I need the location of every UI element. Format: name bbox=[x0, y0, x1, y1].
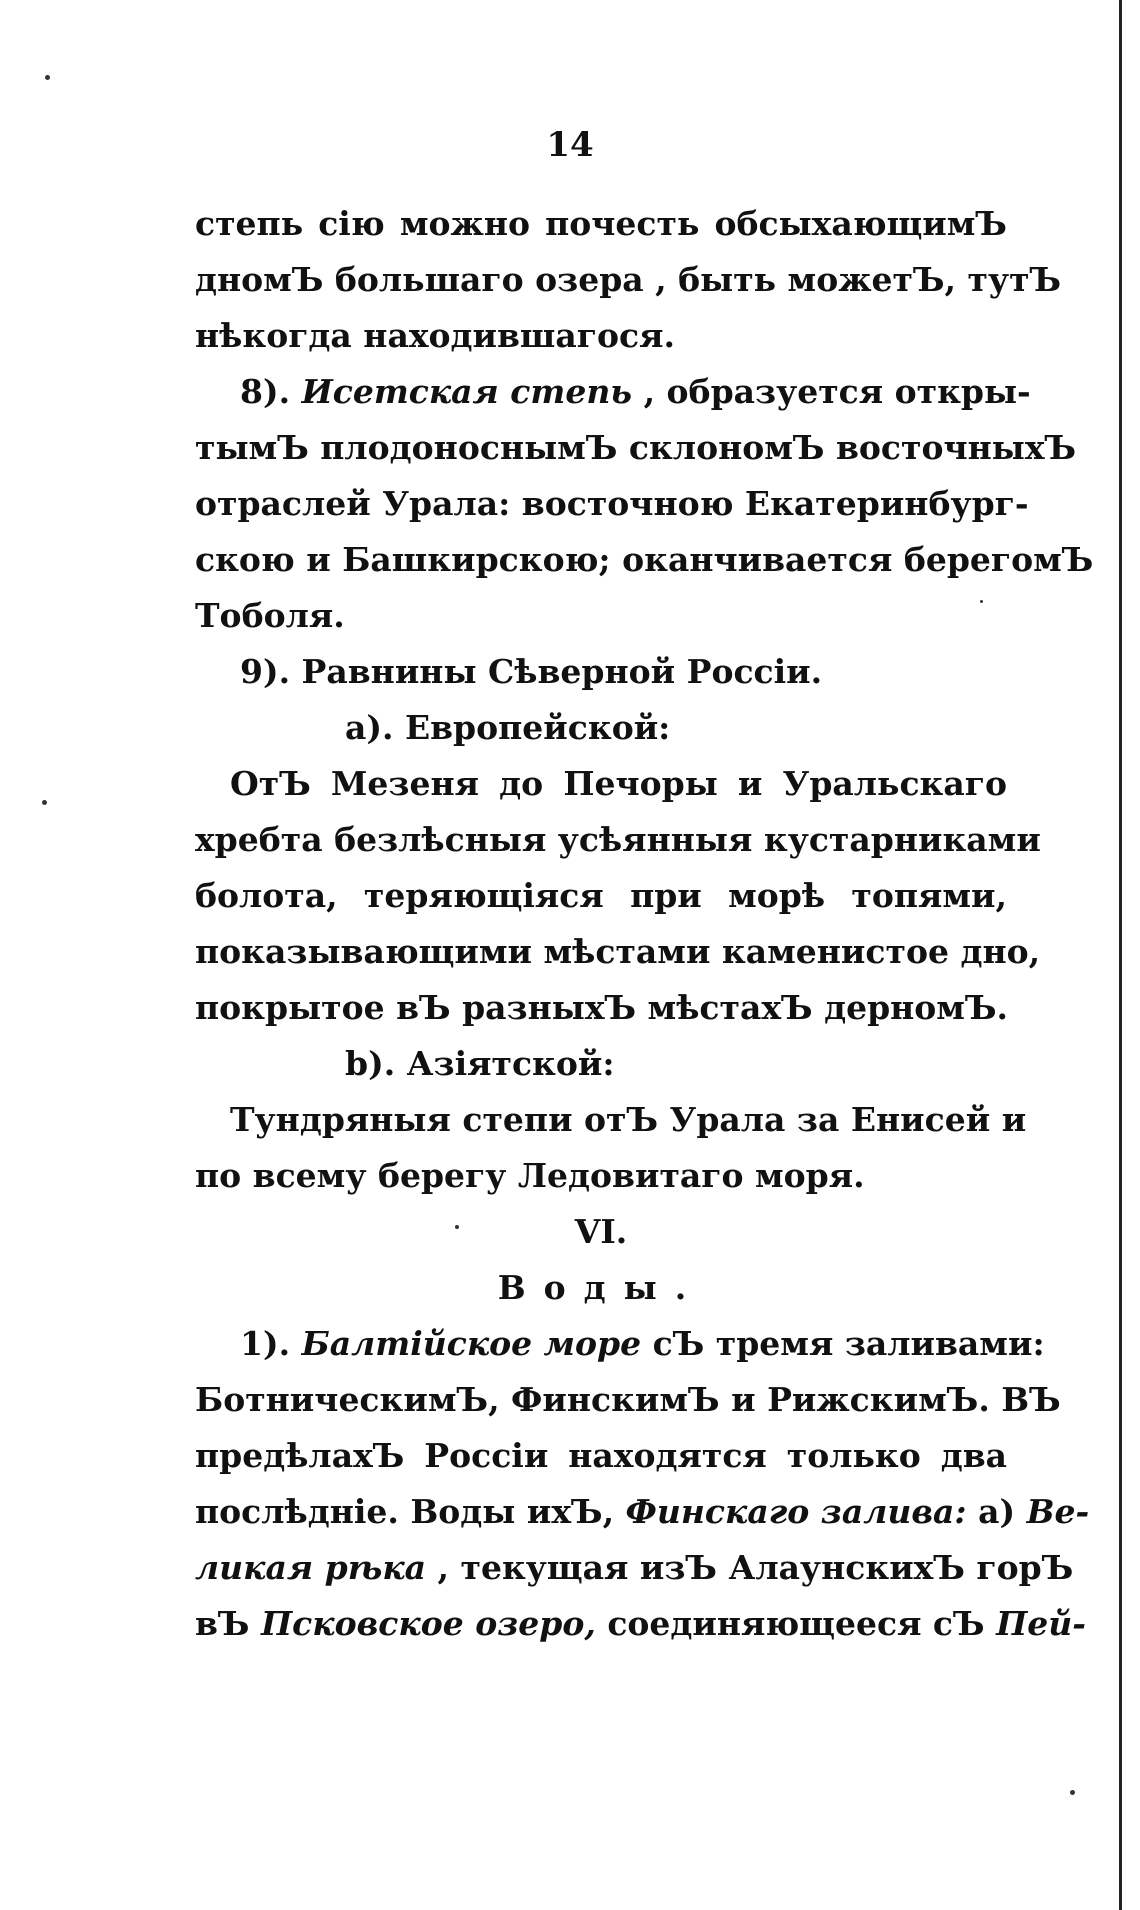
text-line: отраслей Урала: восточною Екатеринбург- bbox=[195, 484, 1029, 523]
item-1-number: 1). bbox=[240, 1324, 302, 1363]
section-title: Воды. bbox=[497, 1268, 705, 1307]
item-8-rest: , образуется откры- bbox=[632, 372, 1031, 411]
text-line-item-8 bbox=[195, 364, 1031, 420]
text-line: ОтЪ Мезеня до Печоры и Уральскаго bbox=[230, 764, 1007, 803]
scan-speck bbox=[45, 75, 50, 80]
text-line: по всему берегу Ледовитаго моря. bbox=[195, 1156, 865, 1195]
italic-term: Ве- bbox=[1026, 1492, 1090, 1531]
scan-speck bbox=[980, 600, 983, 603]
text-line: дномЪ большаго озера , быть можетЪ, тутЪ bbox=[195, 260, 1062, 299]
text-segment: , текущая изЪ АлаунскихЪ горЪ bbox=[426, 1548, 1074, 1587]
body-text bbox=[195, 196, 1094, 1652]
text-segment: соединяющееся сЪ bbox=[595, 1604, 997, 1643]
text-line: нѣкогда находившагося. bbox=[195, 316, 675, 355]
text-line: хребта безлѣсныя усѣянныя кустарниками bbox=[195, 820, 1041, 859]
text-line: Тоболя. bbox=[195, 596, 345, 635]
subheading-asian: b). Азіятской: bbox=[345, 1044, 615, 1083]
text-line bbox=[195, 1484, 1090, 1540]
item-9-heading: 9). Равнины Сѣверной Россіи. bbox=[240, 652, 823, 691]
item-1-rest: сЪ тремя заливами: bbox=[641, 1324, 1045, 1363]
text-line: покрытое вЪ разныхЪ мѣстахЪ дерномЪ. bbox=[195, 988, 1009, 1027]
scan-speck bbox=[1070, 1790, 1075, 1795]
section-numeral: VI. bbox=[574, 1212, 628, 1251]
italic-term: Финскаго залива: bbox=[625, 1492, 967, 1531]
italic-term: Псковское озеро, bbox=[260, 1604, 596, 1643]
text-line bbox=[195, 1540, 1074, 1596]
text-line: тымЪ плодоноснымЪ склономЪ восточныхЪ bbox=[195, 428, 1077, 467]
item-8-number: 8). bbox=[240, 372, 302, 411]
page-number: 14 bbox=[546, 125, 594, 165]
scan-speck bbox=[42, 800, 47, 805]
text-line: предѣлахЪ Россіи находятся только два bbox=[195, 1436, 1007, 1475]
text-segment: a) bbox=[966, 1492, 1027, 1531]
text-line: степь сію можно почесть обсыхающимЪ bbox=[195, 204, 1007, 243]
italic-term: Пей- bbox=[996, 1604, 1086, 1643]
item-8-italic-term: Исетская степь bbox=[301, 372, 633, 411]
text-segment: вЪ bbox=[195, 1604, 261, 1643]
scan-speck bbox=[455, 1225, 459, 1229]
text-line: болота, теряющіяся при морѣ топями, bbox=[195, 876, 1007, 915]
subheading-european: a). Европейской: bbox=[345, 708, 671, 747]
text-segment: послѣдніе. Воды ихЪ, bbox=[195, 1492, 626, 1531]
text-line-item-1 bbox=[195, 1316, 1045, 1372]
text-line: БотническимЪ, ФинскимЪ и РижскимЪ. ВЪ bbox=[195, 1380, 1061, 1419]
text-line bbox=[195, 1596, 1086, 1652]
text-line: скою и Башкирскою; оканчивается берегомЪ bbox=[195, 540, 1094, 579]
page-edge-line bbox=[1119, 0, 1122, 1910]
text-line: показывающими мѣстами каменистое дно, bbox=[195, 932, 1041, 971]
text-line: Тундряныя степи отЪ Урала за Енисей и bbox=[230, 1100, 1027, 1139]
item-1-italic-term: Балтійское море bbox=[301, 1324, 642, 1363]
italic-term: ликая рѣка bbox=[195, 1548, 427, 1587]
